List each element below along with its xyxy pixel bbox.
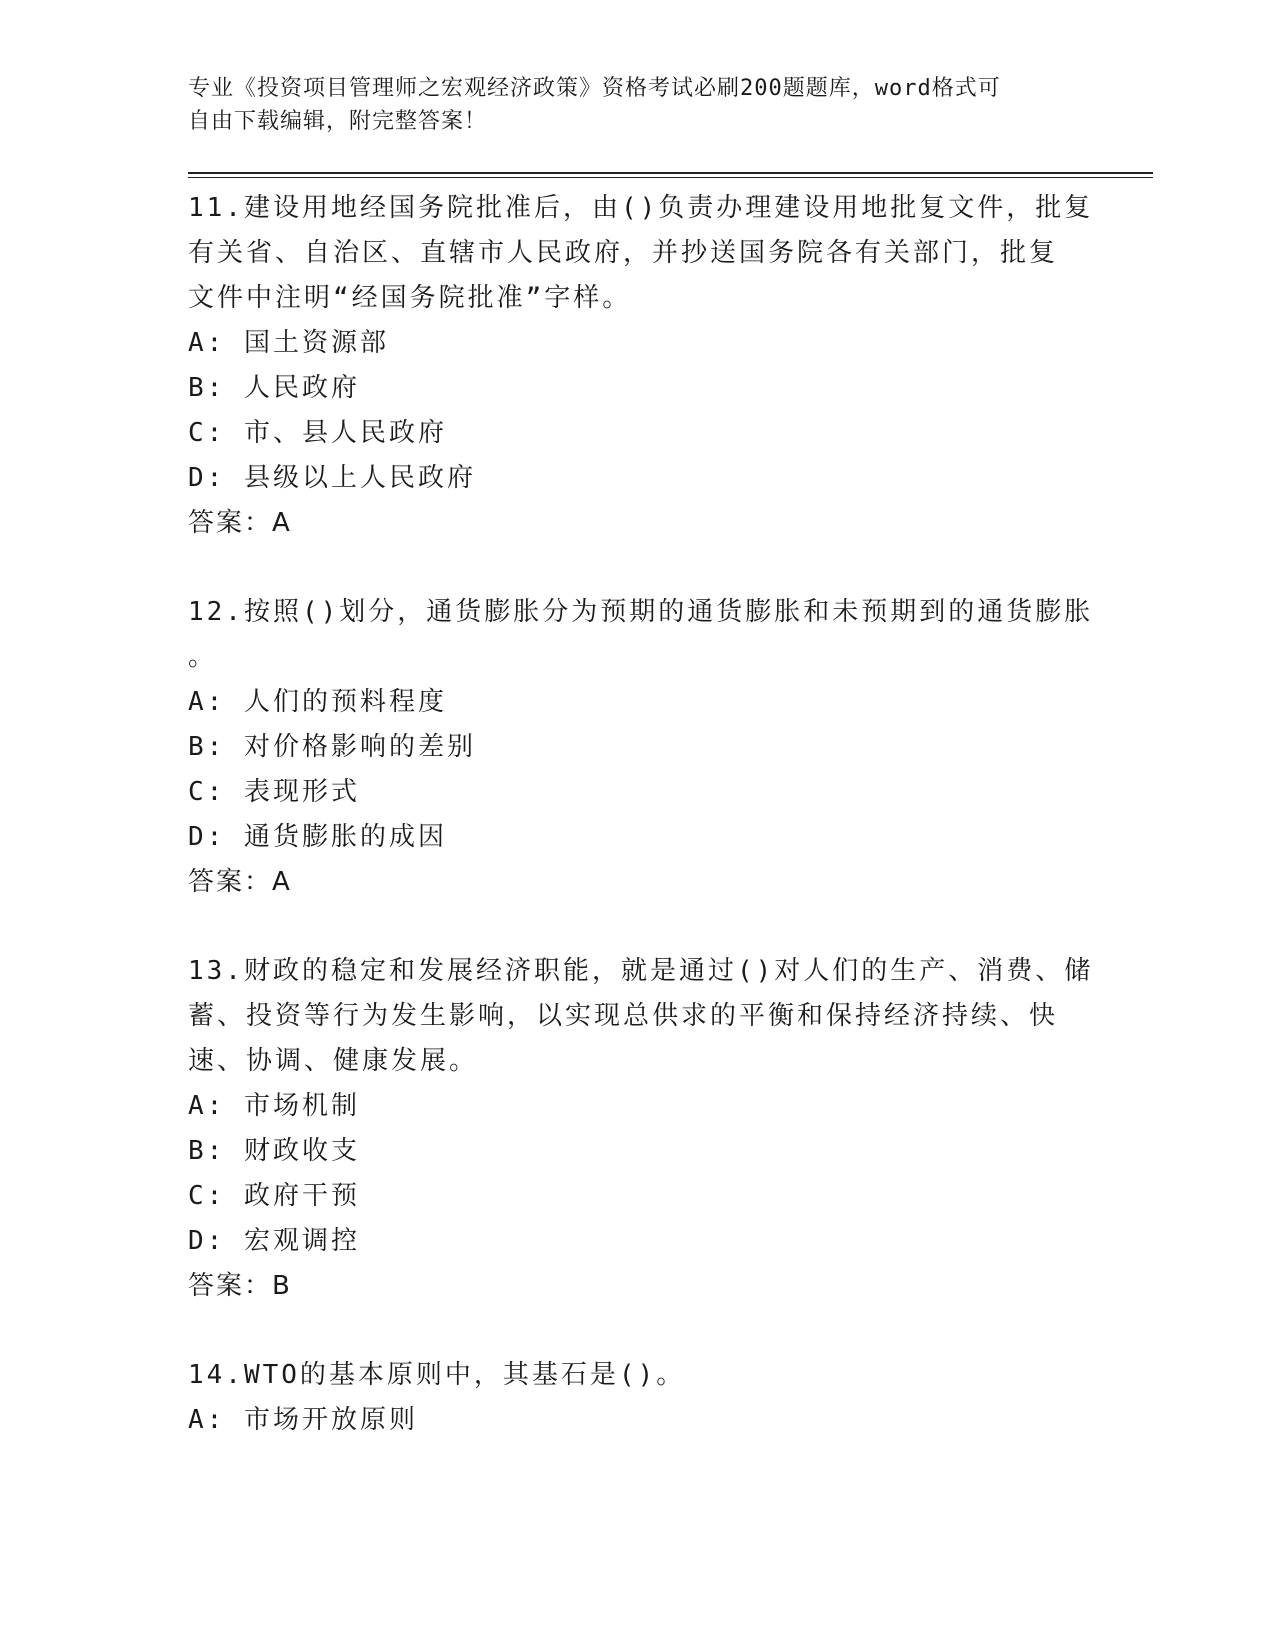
- question-text-line: 14.WTO的基本原则中，其基石是()。: [188, 1360, 686, 1390]
- option-d: D: 宏观调控: [188, 1226, 360, 1256]
- document-header-line-2: 自由下载编辑，附完整答案！: [188, 109, 488, 134]
- option-a: A: 国土资源部: [188, 328, 389, 358]
- question-13: [188, 949, 1153, 1309]
- option-a: A: 市场机制: [188, 1091, 360, 1121]
- question-text-line: 11.建设用地经国务院批准后，由()负责办理建设用地批复文件，批复: [188, 193, 1094, 223]
- option-c: C: 市、县人民政府: [188, 418, 447, 448]
- question-text-line: 有关省、自治区、直辖市人民政府，并抄送国务院各有关部门，批复: [188, 238, 1059, 268]
- option-d: D: 县级以上人民政府: [188, 463, 476, 493]
- option-b: B: 财政收支: [188, 1136, 360, 1166]
- option-b: B: 对价格影响的差别: [188, 732, 476, 762]
- document-header-line-1: 专业《投资项目管理师之宏观经济政策》资格考试必刷200题题库，word格式可: [188, 76, 1001, 101]
- document-page: [188, 72, 1153, 1487]
- question-text-line: 13.财政的稳定和发展经济职能，就是通过()对人们的生产、消费、储: [188, 956, 1094, 986]
- header-divider: [188, 172, 1153, 178]
- option-b: B: 人民政府: [188, 373, 360, 403]
- question-12: [188, 590, 1153, 905]
- question-text-line: 文件中注明“经国务院批准”字样。: [188, 283, 632, 313]
- question-14: [188, 1353, 1153, 1443]
- question-text-line: 12.按照()划分，通货膨胀分为预期的通货膨胀和未预期到的通货膨胀: [188, 597, 1094, 627]
- answer-label: 答案：A: [188, 508, 292, 538]
- question-text-line: 。: [188, 642, 218, 672]
- option-c: C: 表现形式: [188, 777, 360, 807]
- question-text-line: 蓄、投资等行为发生影响，以实现总供求的平衡和保持经济持续、快: [188, 1001, 1059, 1031]
- option-d: D: 通货膨胀的成因: [188, 822, 447, 852]
- option-c: C: 政府干预: [188, 1181, 360, 1211]
- question-list: [188, 186, 1153, 1443]
- answer-label: 答案：A: [188, 867, 292, 897]
- answer-label: 答案：B: [188, 1271, 292, 1301]
- question-11: [188, 186, 1153, 546]
- question-text-line: 速、协调、健康发展。: [188, 1046, 479, 1076]
- option-a: A: 市场开放原则: [188, 1405, 418, 1435]
- option-a: A: 人们的预料程度: [188, 687, 447, 717]
